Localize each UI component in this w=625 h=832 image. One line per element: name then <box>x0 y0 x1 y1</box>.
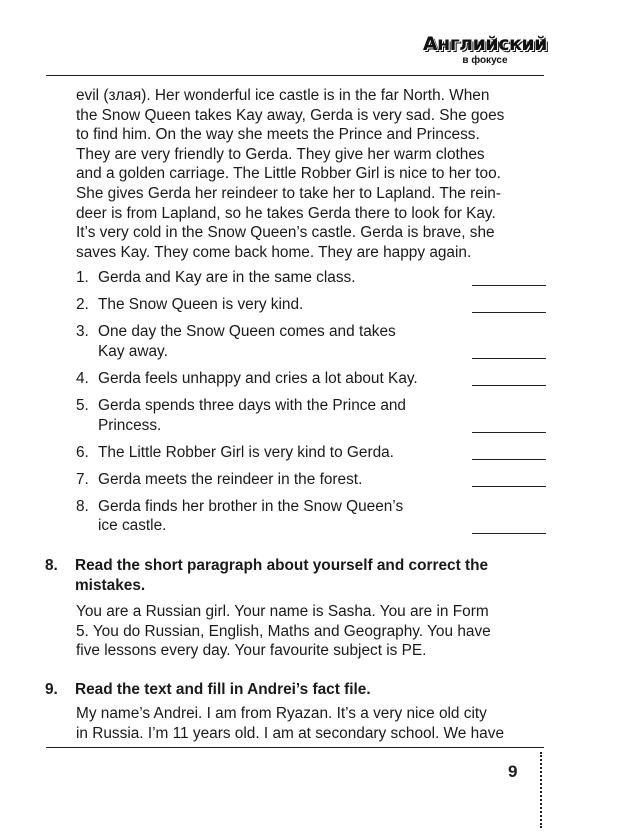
answer-blank[interactable] <box>472 358 546 359</box>
statement-number: 2. <box>76 296 89 314</box>
answer-blank[interactable] <box>472 312 546 313</box>
story-line: and a golden carriage. The Little Robber Girl is nice to her too. <box>76 165 501 183</box>
answer-blank[interactable] <box>472 432 546 433</box>
statement-text: ice castle. <box>98 517 167 535</box>
logo-subtitle: в фокусе <box>462 55 508 66</box>
series-logo <box>423 34 547 66</box>
task-8-paragraph <box>76 602 546 661</box>
paragraph-line: 5. You do Russian, English, Maths and Geography. You have <box>76 622 491 640</box>
footer-rule <box>46 747 544 748</box>
statement-item <box>76 268 546 288</box>
statement-text: The Little Robber Girl is very kind to Gerda. <box>98 443 394 461</box>
logo-title: Английский <box>422 33 547 55</box>
dotted-margin-line <box>540 752 542 828</box>
story-line: evil (злая). Her wonderful ice castle is in the far North. When <box>76 87 490 104</box>
statement-text: Gerda finds her brother in the Snow Queen’s <box>98 497 404 515</box>
true-false-statements <box>76 268 546 536</box>
task-number: 9. <box>45 681 58 698</box>
statement-item <box>76 497 546 536</box>
task-instruction: Read the short paragraph about yourself and correct the <box>75 557 489 574</box>
story-line: the Snow Queen takes Kay away, Gerda is very sad. She goes <box>76 106 505 124</box>
statement-number: 6. <box>76 443 89 461</box>
task-instruction: mistakes. <box>75 576 146 594</box>
statement-item <box>76 470 546 490</box>
statement-item <box>76 369 546 389</box>
task-9-paragraph <box>76 704 546 743</box>
story-line: They are very friendly to Gerda. They give her warm clothes <box>76 145 485 163</box>
statement-text: One day the Snow Queen comes and takes <box>98 323 396 341</box>
statement-number: 5. <box>76 396 89 414</box>
task-instruction: Read the text and fill in Andrei’s fact file. <box>75 681 371 698</box>
statement-text: Gerda feels unhappy and cries a lot about Kay. <box>98 369 418 387</box>
statement-text: Gerda meets the reindeer in the forest. <box>98 470 363 488</box>
paragraph-line: in Russia. I’m 11 years old. I am at secondary school. We have <box>76 724 504 742</box>
statement-number: 4. <box>76 369 89 387</box>
statement-text: Gerda and Kay are in the same class. <box>98 269 356 286</box>
statement-text: Gerda spends three days with the Prince and <box>98 396 406 414</box>
story-line: She gives Gerda her reindeer to take her to Lapland. The rein- <box>76 184 501 202</box>
header-rule <box>46 75 544 76</box>
statement-item <box>76 443 546 463</box>
statement-item <box>76 396 546 435</box>
answer-blank[interactable] <box>472 385 546 386</box>
answer-blank[interactable] <box>472 285 546 286</box>
answer-blank[interactable] <box>472 486 546 487</box>
story-line: It’s very cold in the Snow Queen’s castle. Gerda is brave, she <box>76 224 495 242</box>
statement-item <box>76 322 546 361</box>
statement-text: The Snow Queen is very kind. <box>98 296 304 314</box>
answer-blank[interactable] <box>472 533 546 534</box>
story-line: to find him. On the way she meets the Prince and Princess. <box>76 126 480 144</box>
statement-number: 8. <box>76 497 89 515</box>
statement-text: Princess. <box>98 416 162 434</box>
task-9-heading <box>45 680 545 700</box>
page-number: 9 <box>508 762 518 781</box>
story-line: deer is from Lapland, so he takes Gerda there to look for Kay. <box>76 204 496 222</box>
paragraph-line: My name’s Andrei. I am from Ryazan. It’s a very nice old city <box>76 705 487 722</box>
statement-number: 1. <box>76 269 89 286</box>
task-8-heading <box>45 556 545 595</box>
story-paragraph <box>76 86 546 262</box>
task-number: 8. <box>45 557 58 574</box>
statement-text: Kay away. <box>98 342 168 360</box>
answer-blank[interactable] <box>472 459 546 460</box>
statement-item <box>76 295 546 315</box>
paragraph-line: five lessons every day. Your favourite subject is PE. <box>76 642 427 660</box>
statement-number: 7. <box>76 470 89 488</box>
story-line: saves Kay. They come back home. They are happy again. <box>76 243 472 261</box>
paragraph-line: You are a Russian girl. Your name is Sasha. You are in Form <box>76 603 489 620</box>
statement-number: 3. <box>76 323 89 341</box>
